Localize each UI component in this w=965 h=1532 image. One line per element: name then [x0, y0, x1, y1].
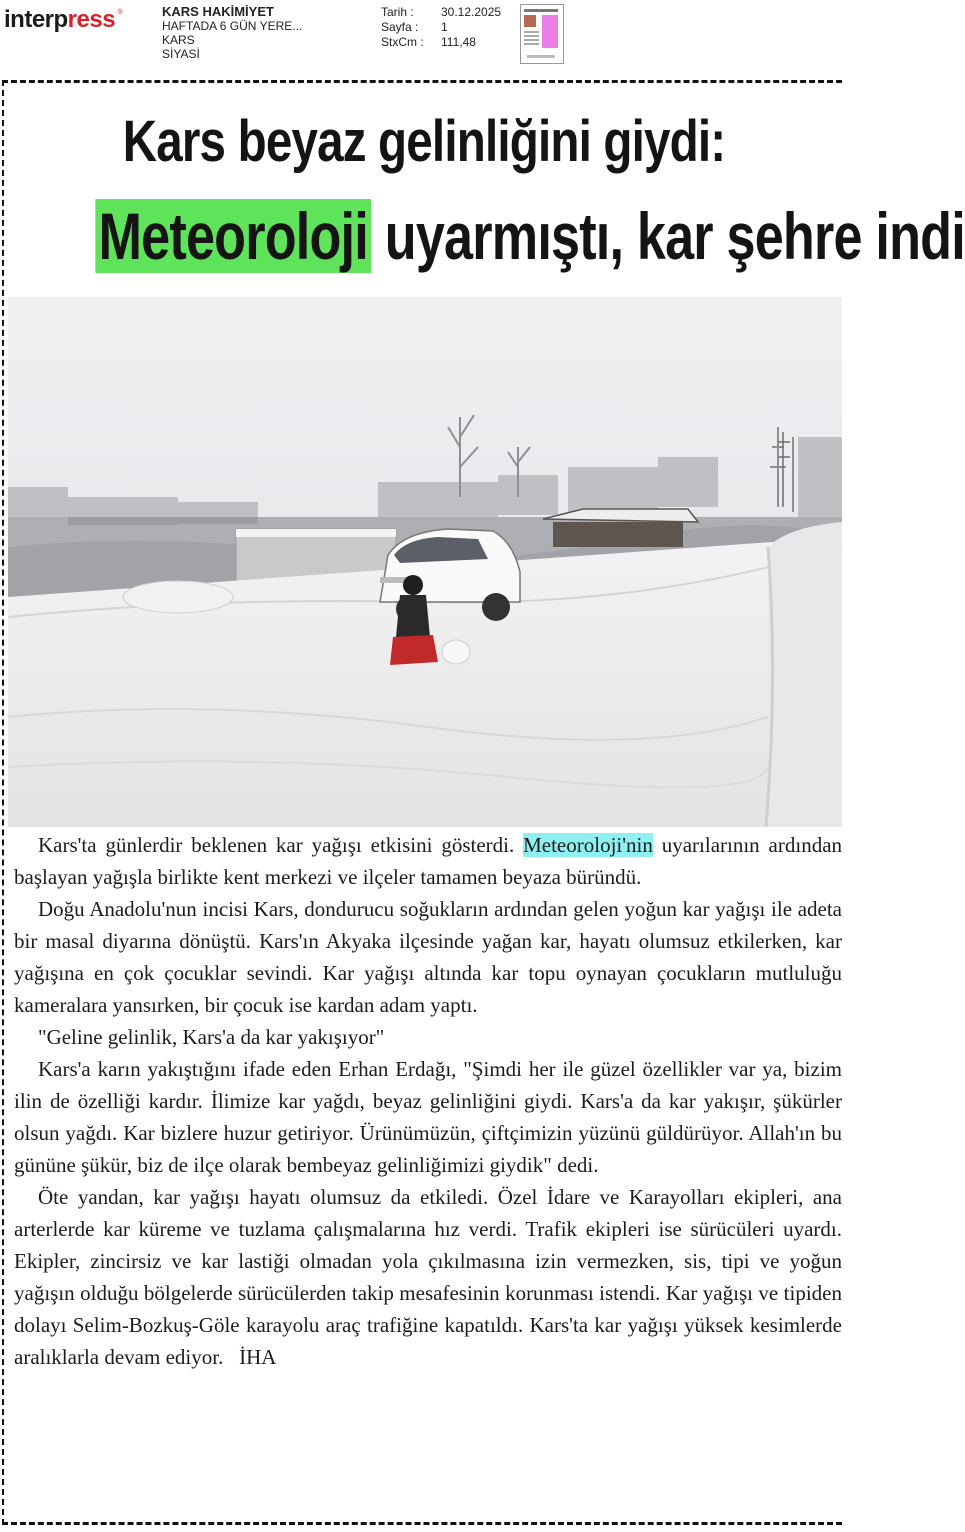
subheading: "Geline gelinlik, Kars'a da kar yakışıyor" [38, 1025, 385, 1049]
page-value: 1 [441, 20, 448, 34]
page-thumbnail[interactable] [520, 4, 564, 64]
publication-name: KARS HAKİMİYET [162, 4, 274, 19]
headline-line-1: Kars beyaz gelinliğini giydi: [122, 109, 726, 174]
thumbnail-text-lines [524, 31, 539, 33]
publication-info [162, 5, 302, 61]
paragraph-3: Kars'a karın yakıştığını ifade eden Erhan Erdağı, "Şimdi her ile güzel özellikler var ya, bizim ilin de özelliği kardır. İlimize kar yağdı, beyaz gelinliğini giydi. Kars'a da kar yakışır, şükürler olsun yağdı. Kar bizlere huzur getiriyor. Ürünümüzün, çiftçimizin yüzünü güldürüyor. Allah'ın bu gününe şükür, biz de ilçe olarak bembeyaz gelinliğimizi giydik" dedi. [14, 1057, 842, 1177]
paragraph-1-end: uyarılarının ardından başlayan yağışla birlikte kent merkezi ve ilçeler tamamen beyaza büründü. [14, 833, 843, 889]
thumbnail-highlight-block [542, 15, 558, 48]
thumbnail-photo [524, 15, 536, 27]
publication-category: SİYASİ [162, 47, 200, 61]
snow-scene-image [8, 297, 842, 827]
clipping-meta [381, 5, 501, 50]
stxcm-row [381, 35, 501, 50]
highlight-meteoroloji: Meteoroloji'nin [523, 833, 653, 857]
article-source: İHA [239, 1345, 277, 1369]
paragraph-1-start: Kars'ta günlerdir beklenen kar yağışı etkisini gösterdi. [38, 833, 524, 857]
page-label: Sayfa : [381, 20, 419, 34]
thumbnail-masthead [524, 9, 558, 12]
paragraph-4-text: Öte yandan, kar yağışı hayatı olumsuz da etkiledi. Özel İdare ve Karayolları ekipleri, ana arterlerde kar küreme ve tuzlama çalışmalarına hız verdi. Trafik ekipleri ise sürücüleri uyardı. Ekipler, zincirsiz ve kar lastiği olmadan yola çıkılmasına izin vermezken, sis, tipi ve yoğun yağışın olduğu bölgelerde sürücülerden takip mesafesinin korunması istendi. Kar yağışı ve tipiden dolayı Selim-Bozkuş-Göle karayolu araç trafiğine kapatıldı. Kars'ta kar yağışı yüksek kesimlerde aralıklarla devam ediyor. [14, 1185, 842, 1369]
date-row [381, 5, 501, 20]
headline-highlight-meteoroloji: Meteoroloji [95, 199, 371, 273]
paragraph-4 [14, 1181, 842, 1373]
date-label: Tarih : [381, 5, 414, 19]
article-body [14, 829, 842, 1373]
publication-city: KARS [162, 33, 195, 47]
logo-accent-text: ress [67, 6, 116, 33]
paragraph-1 [14, 829, 842, 893]
date-value: 30.12.2025 [441, 5, 502, 19]
headline-line-2 [95, 198, 965, 274]
registered-mark: ® [117, 9, 123, 16]
logo-main-text: interp [4, 6, 68, 33]
stxcm-value: 111,48 [441, 35, 476, 49]
publication-frequency: HAFTADA 6 GÜN YERE... [162, 19, 303, 33]
stxcm-label: StxCm : [381, 35, 424, 49]
headline-line-2-rest: uyarmıştı, kar şehre indi [371, 199, 965, 273]
interpress-logo [4, 6, 123, 34]
paragraph-2: Doğu Anadolu'nun incisi Kars, dondurucu soğukların ardından gelen yoğun kar yağışı ile adeta bir masal diyarına dönüştü. Kars'ın Akyaka ilçesinde yağan kar, hayatı olumsuz etkilerken, kar yağışına en çok çocuklar sevindi. Kar yağışı altında kar topu oynayan çocukların mutluluğu kameralara yansırken, bir çocuk ise kardan adam yaptı. [14, 897, 842, 1017]
thumbnail-footer [527, 55, 555, 58]
clipping-header [0, 0, 891, 80]
snow-wall [768, 522, 842, 827]
article-photo [8, 297, 842, 827]
page-row [381, 20, 501, 35]
